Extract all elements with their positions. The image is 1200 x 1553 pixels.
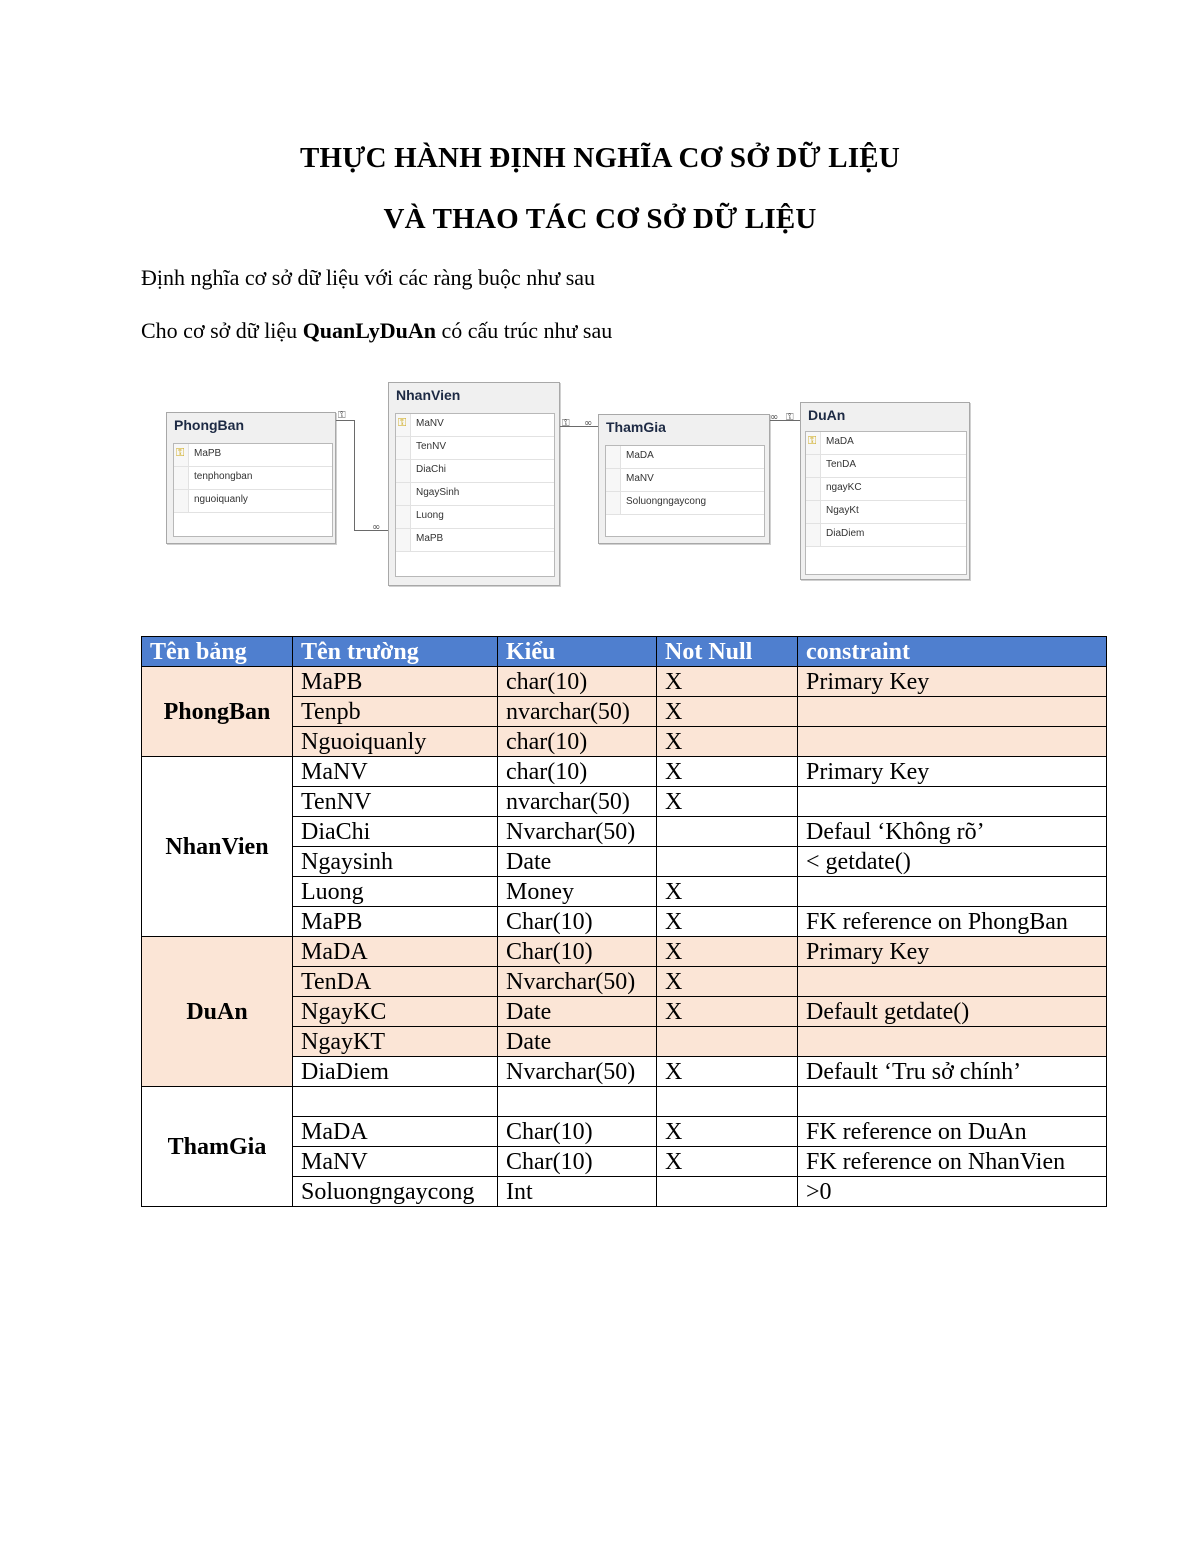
er-field-name: MaPB [194, 448, 222, 459]
constraint-cell: FK reference on NhanVien [798, 1147, 1107, 1177]
document-title-line-1: THỰC HÀNH ĐỊNH NGHĨA CƠ SỞ DỮ LIỆU [299, 142, 900, 174]
constraint-cell [798, 787, 1107, 817]
er-field-name: tenphongban [194, 471, 253, 482]
constraint-cell: Default ‘Tru sở chính’ [798, 1057, 1107, 1087]
notnull-cell: X [657, 877, 798, 907]
constraint-cell [798, 877, 1107, 907]
constraint-cell: FK reference on DuAn [798, 1117, 1107, 1147]
notnull-cell: X [657, 907, 798, 937]
er-field-name: MaPB [416, 533, 444, 544]
er-field-name: nguoiquanly [194, 494, 248, 505]
er-field-row [174, 467, 332, 490]
constraint-cell: Primary Key [798, 667, 1107, 697]
notnull-cell: X [657, 727, 798, 757]
type-cell: Date [498, 1027, 657, 1057]
er-field-row [396, 460, 554, 483]
type-cell: Char(10) [498, 937, 657, 967]
notnull-cell: X [657, 697, 798, 727]
field-cell: Nguoiquanly [293, 727, 498, 757]
type-cell: Char(10) [498, 1147, 657, 1177]
header-table-name: Tên bảng [142, 637, 293, 667]
field-cell: TenNV [293, 787, 498, 817]
key-icon: ⚿ [398, 416, 407, 429]
er-field-row [806, 432, 966, 455]
notnull-cell: X [657, 1147, 798, 1177]
field-cell: MaPB [293, 907, 498, 937]
er-diagram [160, 378, 980, 590]
key-icon: ⚿ [808, 434, 817, 447]
constraint-cell [798, 1027, 1107, 1057]
er-table-title: NhanVien [396, 387, 461, 403]
document-title-line-2: VÀ THAO TÁC CƠ SỞ DỮ LIỆU [383, 203, 817, 235]
er-field-grid [395, 413, 555, 577]
er-table-phongban [166, 412, 336, 544]
table-name-cell: PhongBan [142, 667, 293, 757]
type-cell: Int [498, 1177, 657, 1207]
notnull-cell: X [657, 937, 798, 967]
infinity-connector-icon: ∞ [372, 522, 381, 533]
er-field-row [806, 501, 966, 524]
field-cell: Luong [293, 877, 498, 907]
er-field-name: NgaySinh [416, 487, 460, 498]
type-cell: Date [498, 847, 657, 877]
constraint-cell [798, 697, 1107, 727]
key-connector-icon: ⚿ [786, 412, 794, 423]
type-cell: Char(10) [498, 907, 657, 937]
field-cell: NgayKC [293, 997, 498, 1027]
schema-table [141, 636, 1107, 1207]
er-field-name: Soluongngaycong [626, 496, 707, 507]
er-field-row [396, 529, 554, 552]
er-table-thamgia [598, 414, 770, 544]
er-field-grid [805, 431, 967, 575]
constraint-cell: < getdate() [798, 847, 1107, 877]
notnull-cell: X [657, 997, 798, 1027]
field-cell: Ngaysinh [293, 847, 498, 877]
type-cell: char(10) [498, 727, 657, 757]
header-field-name: Tên trường [293, 637, 498, 667]
er-field-row [396, 506, 554, 529]
type-cell: nvarchar(50) [498, 787, 657, 817]
type-cell: Money [498, 877, 657, 907]
type-cell: char(10) [498, 667, 657, 697]
er-field-row [606, 469, 764, 492]
er-field-row [174, 490, 332, 513]
field-cell: MaNV [293, 1147, 498, 1177]
type-cell: nvarchar(50) [498, 697, 657, 727]
header-constraint: constraint [798, 637, 1107, 667]
er-field-name: NgayKt [826, 505, 859, 516]
notnull-cell [657, 1087, 798, 1117]
key-connector-icon: ⚿ [562, 418, 570, 429]
er-field-name: MaDA [826, 436, 854, 447]
notnull-cell: X [657, 757, 798, 787]
table-name-cell: NhanVien [142, 757, 293, 937]
type-cell: char(10) [498, 757, 657, 787]
er-field-name: Luong [416, 510, 444, 521]
er-field-row [606, 492, 764, 515]
constraint-cell: Defaul ‘Không rõ’ [798, 817, 1107, 847]
field-cell: NgayKT [293, 1027, 498, 1057]
database-paragraph [141, 318, 612, 344]
type-cell: Char(10) [498, 1117, 657, 1147]
er-field-row [396, 483, 554, 506]
intro-paragraph: Định nghĩa cơ sở dữ liệu với các ràng buộc như sau [141, 265, 596, 290]
field-cell: Tenpb [293, 697, 498, 727]
notnull-cell: X [657, 967, 798, 997]
table-name-cell: ThamGia [142, 1087, 293, 1207]
relationship-line [354, 530, 388, 531]
notnull-cell [657, 817, 798, 847]
constraint-cell [798, 727, 1107, 757]
database-paragraph-suffix: có cấu trúc như sau [435, 318, 613, 343]
er-field-row [806, 524, 966, 547]
er-field-row [396, 414, 554, 437]
header-type: Kiểu [498, 637, 657, 667]
table-row [142, 937, 1107, 967]
er-field-name: DiaChi [416, 464, 447, 475]
constraint-cell: FK reference on PhongBan [798, 907, 1107, 937]
er-field-name: MaNV [626, 473, 654, 484]
notnull-cell [657, 847, 798, 877]
constraint-cell [798, 1087, 1107, 1117]
er-field-name: TenNV [416, 441, 447, 452]
infinity-connector-icon: ∞ [770, 412, 779, 423]
er-table-nhanvien [388, 382, 560, 586]
notnull-cell [657, 1177, 798, 1207]
table-row [142, 667, 1107, 697]
er-field-name: MaNV [416, 418, 444, 429]
er-field-name: DiaDiem [826, 528, 865, 539]
er-table-title: ThamGia [606, 419, 666, 435]
type-cell: Nvarchar(50) [498, 967, 657, 997]
field-cell: DiaDiem [293, 1057, 498, 1087]
field-cell: MaPB [293, 667, 498, 697]
header-not-null: Not Null [657, 637, 798, 667]
type-cell: Date [498, 997, 657, 1027]
constraint-cell [798, 967, 1107, 997]
type-cell: Nvarchar(50) [498, 1057, 657, 1087]
er-field-row [174, 444, 332, 467]
er-field-row [606, 446, 764, 469]
er-field-row [396, 437, 554, 460]
infinity-connector-icon: ∞ [584, 418, 593, 429]
er-table-duan [800, 402, 970, 580]
er-field-row [806, 455, 966, 478]
er-field-grid [605, 445, 765, 537]
type-cell: Nvarchar(50) [498, 817, 657, 847]
table-row [142, 757, 1107, 787]
constraint-cell: Default getdate() [798, 997, 1107, 1027]
notnull-cell: X [657, 1057, 798, 1087]
table-header-row [142, 637, 1107, 667]
er-field-name: TenDA [826, 459, 857, 470]
notnull-cell [657, 1027, 798, 1057]
constraint-cell: Primary Key [798, 937, 1107, 967]
database-paragraph-prefix: Cho cơ sở dữ liệu [141, 318, 303, 343]
er-field-name: ngayKC [826, 482, 862, 493]
er-field-row [806, 478, 966, 501]
field-cell [293, 1087, 498, 1117]
field-cell: MaNV [293, 757, 498, 787]
er-table-title: PhongBan [174, 417, 244, 433]
key-icon: ⚿ [176, 446, 185, 459]
er-table-title: DuAn [808, 407, 846, 423]
field-cell: Soluongngaycong [293, 1177, 498, 1207]
relationship-line [354, 420, 355, 530]
field-cell: TenDA [293, 967, 498, 997]
field-cell: DiaChi [293, 817, 498, 847]
notnull-cell: X [657, 667, 798, 697]
notnull-cell: X [657, 787, 798, 817]
notnull-cell: X [657, 1117, 798, 1147]
table-row [142, 1087, 1107, 1117]
er-field-grid [173, 443, 333, 537]
key-connector-icon: ⚿ [338, 410, 346, 421]
table-name-cell: DuAn [142, 937, 293, 1087]
constraint-cell: >0 [798, 1177, 1107, 1207]
er-field-name: MaDA [626, 450, 654, 461]
constraint-cell: Primary Key [798, 757, 1107, 787]
database-name: QuanLyDuAn [302, 318, 436, 343]
type-cell [498, 1087, 657, 1117]
field-cell: MaDA [293, 1117, 498, 1147]
field-cell: MaDA [293, 937, 498, 967]
